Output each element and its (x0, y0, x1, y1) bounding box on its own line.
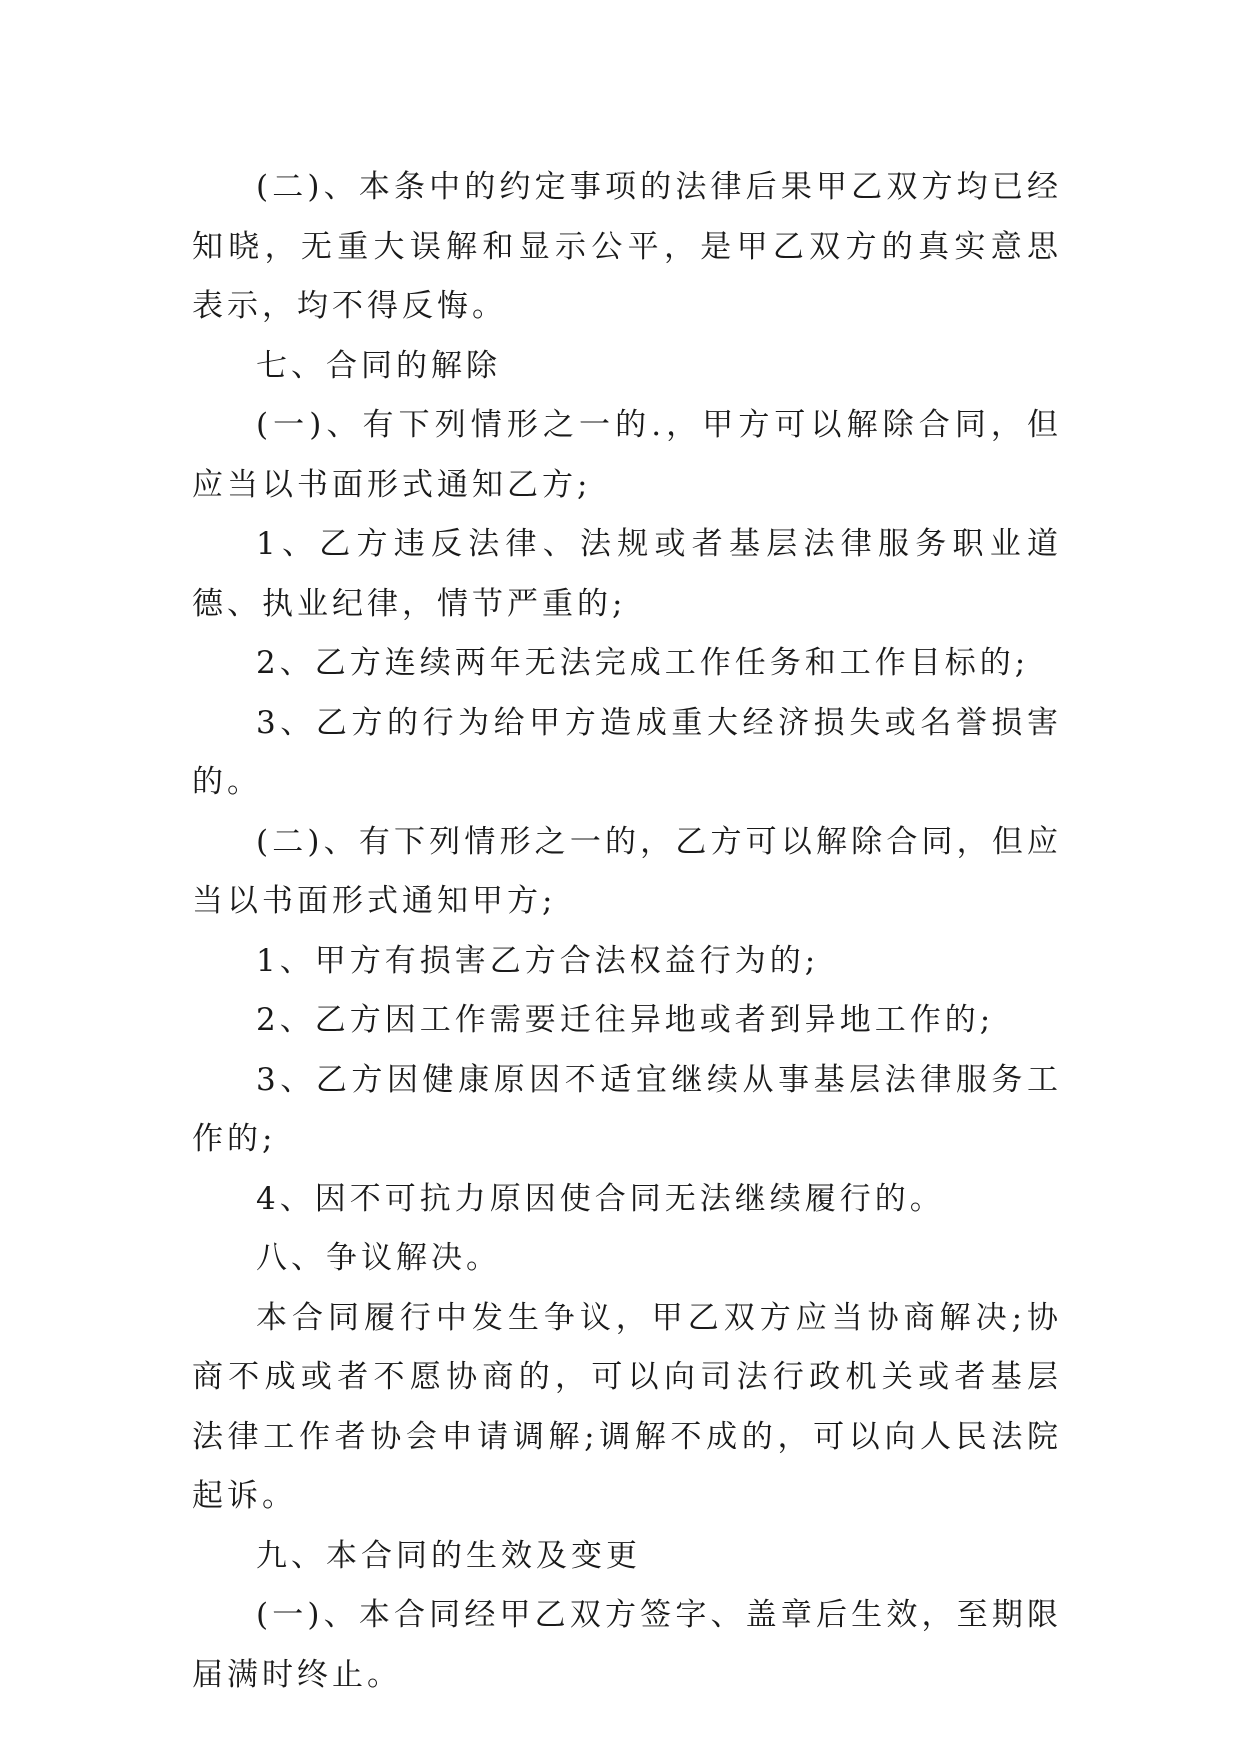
heading-section-9: 九、本合同的生效及变更 (256, 1537, 641, 1574)
document-body (192, 158, 1062, 1705)
list-item-7-2-2: 2、乙方因工作需要迁往异地或者到异地工作的; (256, 1002, 995, 1038)
heading-section-8: 八、争议解决。 (256, 1240, 501, 1276)
paragraph-clause-7-2: (二)、有下列情形之一的，乙方可以解除合同，但应当以书面形式通知甲方; (192, 823, 1062, 919)
list-item-7-2-4: 4、因不可抗力原因使合同无法继续履行的。 (256, 1180, 945, 1217)
list-item-7-2-3: 3、乙方因健康原因不适宜继续从事基层法律服务工作的; (192, 1061, 1062, 1157)
paragraph-clause-7-1: (一)、有下列情形之一的.，甲方可以解除合同，但应当以书面形式通知乙方; (192, 407, 1062, 503)
list-item-7-2-1: 1、甲方有损害乙方合法权益行为的; (256, 942, 820, 979)
paragraph-clause-6-2: (二)、本条中的约定事项的法律后果甲乙双方均已经知晓，无重大误解和显示公平，是甲乙双方的真实意思表示，均不得反悔。 (192, 169, 1062, 324)
paragraph-dispute-resolution: 本合同履行中发生争议，甲乙双方应当协商解决;协商不成或者不愿协商的，可以向司法行政机关或者基层法律工作者协会申请调解;调解不成的，可以向人民法院起诉。 (192, 1299, 1062, 1514)
heading-section-7: 七、合同的解除 (256, 347, 501, 384)
list-item-7-1-1: 1、乙方违反法律、法规或者基层法律服务职业道德、执业纪律，情节严重的; (192, 526, 1062, 622)
list-item-7-1-2: 2、乙方连续两年无法完成工作任务和工作目标的; (256, 645, 1030, 681)
paragraph-clause-9-1: (一)、本合同经甲乙双方签字、盖章后生效，至期限届满时终止。 (192, 1597, 1062, 1693)
list-item-7-1-3: 3、乙方的行为给甲方造成重大经济损失或名誉损害的。 (192, 704, 1062, 800)
